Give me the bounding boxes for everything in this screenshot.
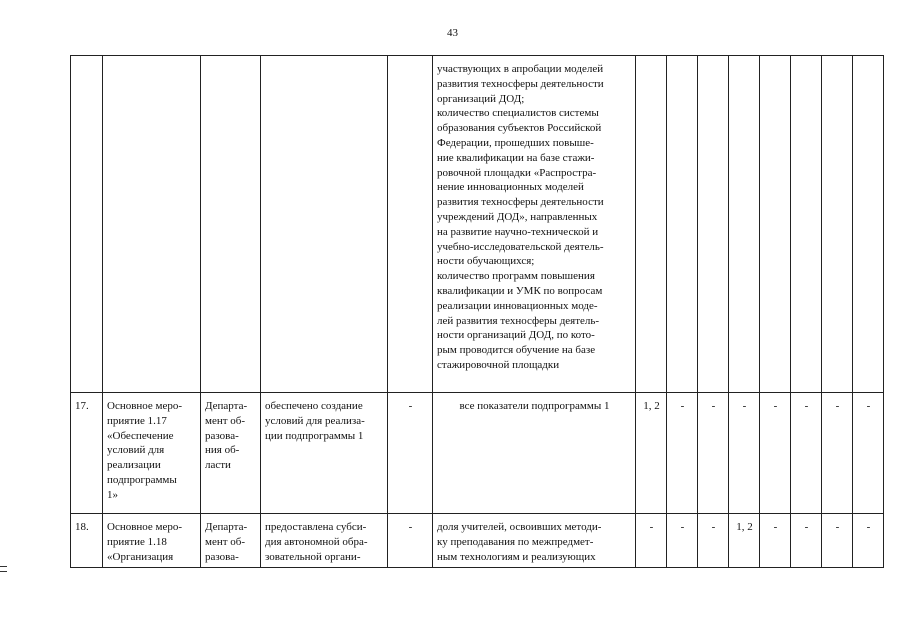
program-activities-table — [70, 55, 884, 568]
expected-result — [261, 56, 388, 393]
flag-cell-6: - — [791, 393, 822, 514]
flag-cell-2: - — [667, 393, 698, 514]
table-row-18 — [71, 514, 884, 568]
flag-cell-5: - — [760, 514, 791, 568]
flag-cell-7: - — [822, 393, 853, 514]
activity-name: Основное меро- приятие 1.17 «Обеспечение условий для реализации подпрограммы 1» — [103, 393, 201, 514]
executor: Департа- мент об- разова- — [201, 514, 261, 568]
dash-cell: - — [388, 514, 433, 568]
flag-cell-8 — [853, 56, 884, 393]
flag-cell-1: - — [636, 514, 667, 568]
flag-cell-2: - — [667, 514, 698, 568]
dash-cell — [388, 56, 433, 393]
executor — [201, 56, 261, 393]
flag-cell-7: - — [822, 514, 853, 568]
indicators-text: все показатели подпрограммы 1 — [433, 393, 636, 514]
flag-cell-3: - — [698, 393, 729, 514]
flag-cell-1: 1, 2 — [636, 393, 667, 514]
flag-cell-1 — [636, 56, 667, 393]
flag-cell-6 — [791, 56, 822, 393]
activity-name: Основное меро- приятие 1.18 «Организация — [103, 514, 201, 568]
table-row-continuation — [71, 56, 884, 393]
row-number: 17. — [71, 393, 103, 514]
flag-cell-5 — [760, 56, 791, 393]
flag-cell-3: - — [698, 514, 729, 568]
row-number — [71, 56, 103, 393]
flag-cell-8: - — [853, 393, 884, 514]
executor: Департа- мент об- разова- ния об- ласти — [201, 393, 261, 514]
flag-cell-7 — [822, 56, 853, 393]
flag-cell-5: - — [760, 393, 791, 514]
expected-result: предоставлена субси- дия автономной обра- зовательной органи- — [261, 514, 388, 568]
scan-edge-mark — [0, 566, 7, 572]
indicators-text: доля учителей, освоивших методи- ку преподавания по межпредмет- ным технологиям и реализующих — [433, 514, 636, 568]
flag-cell-3 — [698, 56, 729, 393]
flag-cell-4: 1, 2 — [729, 514, 760, 568]
flag-cell-6: - — [791, 514, 822, 568]
dash-cell: - — [388, 393, 433, 514]
flag-cell-4 — [729, 56, 760, 393]
activity-name — [103, 56, 201, 393]
table-row-17 — [71, 393, 884, 514]
flag-cell-4: - — [729, 393, 760, 514]
expected-result: обеспечено создание условий для реализа- ции подпрограммы 1 — [261, 393, 388, 514]
row-number: 18. — [71, 514, 103, 568]
indicators-text: участвующих в апробации моделей развития техносферы деятельности организаций ДОД; количество специалистов системы образования субъектов Российской Федерации, прошедших повыше- ние квалификации на базе стажи- ровочной площадки «Распростра- нение инновационных моделей развития техносферы деятельности учреждений ДОД», направленных на развитие научно-технической и учебно-исследовательской деятель- ности обучающихся; количество программ повышения квалификации и УМК по вопросам реализации инновационных моде- лей развития техносферы деятель- ности организаций ДОД, по кото- рым проводится обучение на базе стажировочной площадки — [433, 56, 636, 393]
flag-cell-2 — [667, 56, 698, 393]
flag-cell-8: - — [853, 514, 884, 568]
page-number: 43 — [447, 27, 458, 39]
